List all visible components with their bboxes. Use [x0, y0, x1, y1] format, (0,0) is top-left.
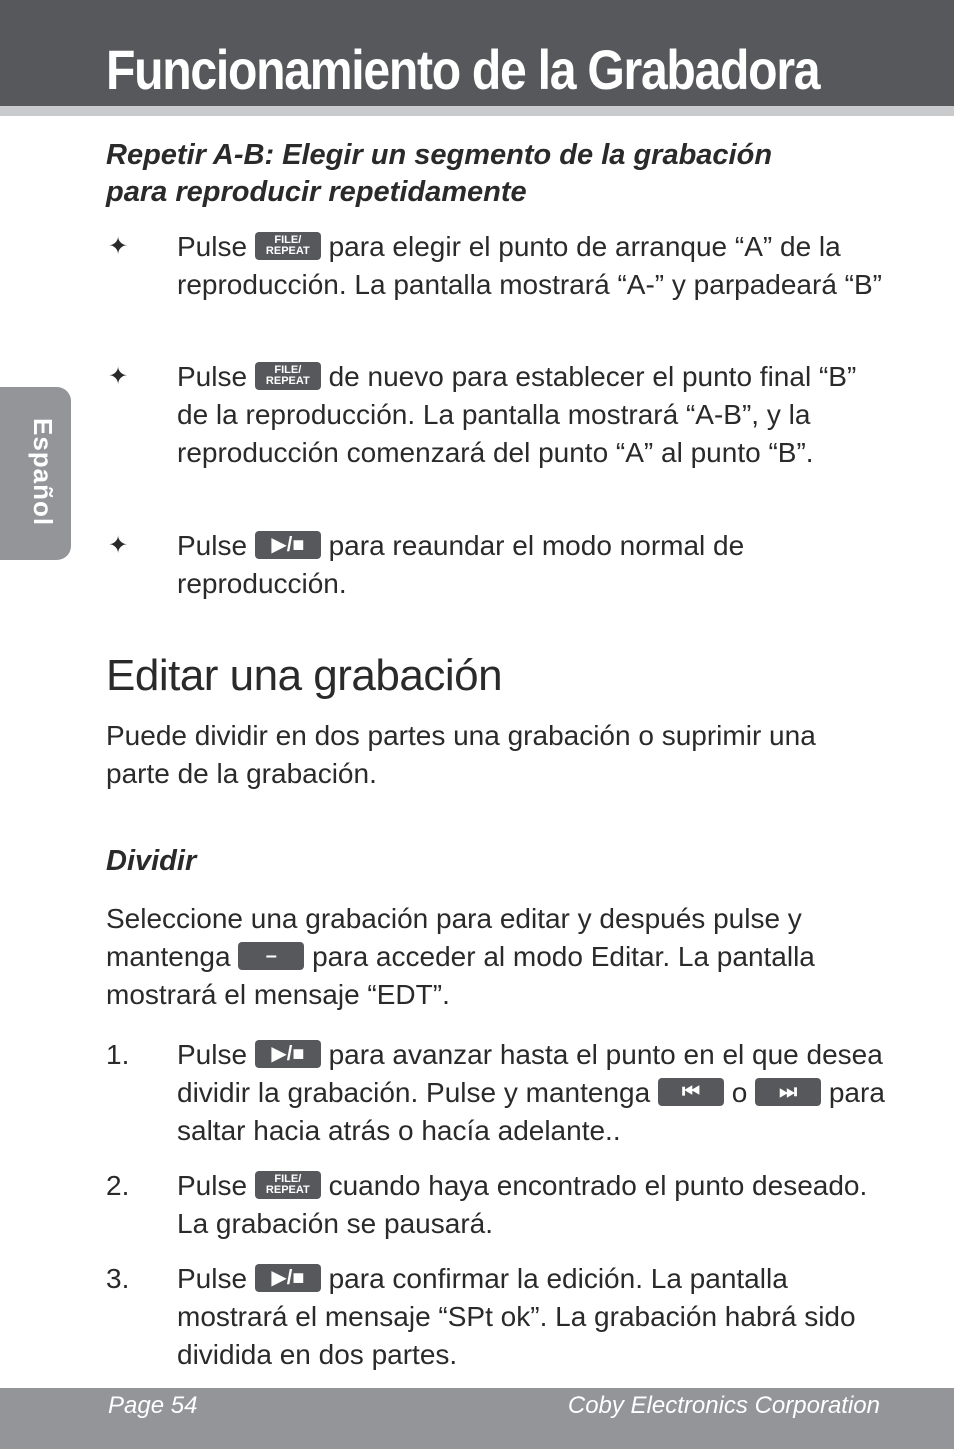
- bullet-star-icon: ✦: [108, 233, 129, 260]
- step-number: 2.: [106, 1170, 130, 1201]
- edit-intro: Puede dividir en dos partes una grabación o suprimir una parte de la grabación.: [106, 720, 816, 789]
- file-repeat-key-icon: FILE/ REPEAT: [255, 1171, 321, 1199]
- repeat-ab-heading-line1: Repetir A-B: Elegir un segmento de la grabación: [106, 139, 773, 171]
- divide-step-3: 3. Pulse ▶/■ para confirmar la edición. La pantalla mostrará el mensaje “SPt ok”. La grabación habrá sido dividida en dos partes.: [106, 1260, 886, 1374]
- page-number: Page 54: [108, 1392, 198, 1419]
- divide-step-2: 2. Pulse FILE/ REPEAT cuando haya encontrado el punto deseado. La grabación se pausará.: [106, 1167, 886, 1243]
- language-tab-label: Español: [28, 418, 58, 527]
- bullet-text-after: para reaundar el modo normal de reproducción.: [177, 530, 745, 599]
- step-number: 3.: [106, 1263, 130, 1294]
- play-stop-key-icon: ▶/■: [255, 1264, 321, 1292]
- file-repeat-key-icon: FILE/ REPEAT: [255, 362, 321, 390]
- page-title: Funcionamiento de la Grabadora: [106, 38, 820, 101]
- play-stop-key-icon: ▶/■: [255, 1040, 321, 1068]
- repeat-bullet-3: [106, 527, 886, 603]
- repeat-bullet-2: [106, 358, 886, 472]
- bullet-text-before: Pulse: [177, 530, 255, 561]
- play-stop-key-icon: ▶/■: [255, 531, 321, 559]
- bullet-text-after: para elegir el punto de arranque “A” de la reproducción. La pantalla mostrará “A-” y parpadeará “B”: [177, 231, 883, 300]
- next-key-icon: ⏭: [755, 1078, 821, 1106]
- bullet-text-before: Pulse: [177, 231, 255, 262]
- file-repeat-key-icon: FILE/ REPEAT: [255, 232, 321, 260]
- divide-subheading: Dividir: [106, 845, 197, 877]
- repeat-ab-heading: [106, 137, 886, 211]
- divide-intro: Seleccione una grabación para editar y después pulse y mantenga – para acceder al modo Editar. La pantalla mostrará el mensaje “EDT”.: [106, 903, 815, 1010]
- edit-section-heading: Editar una grabación: [106, 651, 503, 700]
- previous-key-icon: ⏮: [658, 1078, 724, 1106]
- company-name: Coby Electronics Corporation: [567, 1392, 880, 1419]
- step-number: 1.: [106, 1039, 130, 1070]
- bullet-star-icon: ✦: [108, 532, 129, 559]
- bullet-star-icon: ✦: [108, 363, 129, 390]
- bullet-text-after: de nuevo para establecer el punto final “B” de la reproducción. La pantalla mostrará “A-B”, y la reproducción comenzará del punto “A” al punto “B”.: [177, 361, 857, 468]
- repeat-ab-heading-line2: para reproducir repetidamente: [106, 176, 527, 208]
- bullet-text-before: Pulse: [177, 361, 255, 392]
- minus-key-icon: –: [238, 942, 304, 970]
- divide-step-1: 1. Pulse ▶/■ para avanzar hasta el punto en el que desea dividir la grabación. Pulse y mantenga ⏮ o ⏭ para saltar hacia atrás o hacía adelante..: [106, 1036, 886, 1150]
- repeat-bullet-1: [106, 228, 886, 304]
